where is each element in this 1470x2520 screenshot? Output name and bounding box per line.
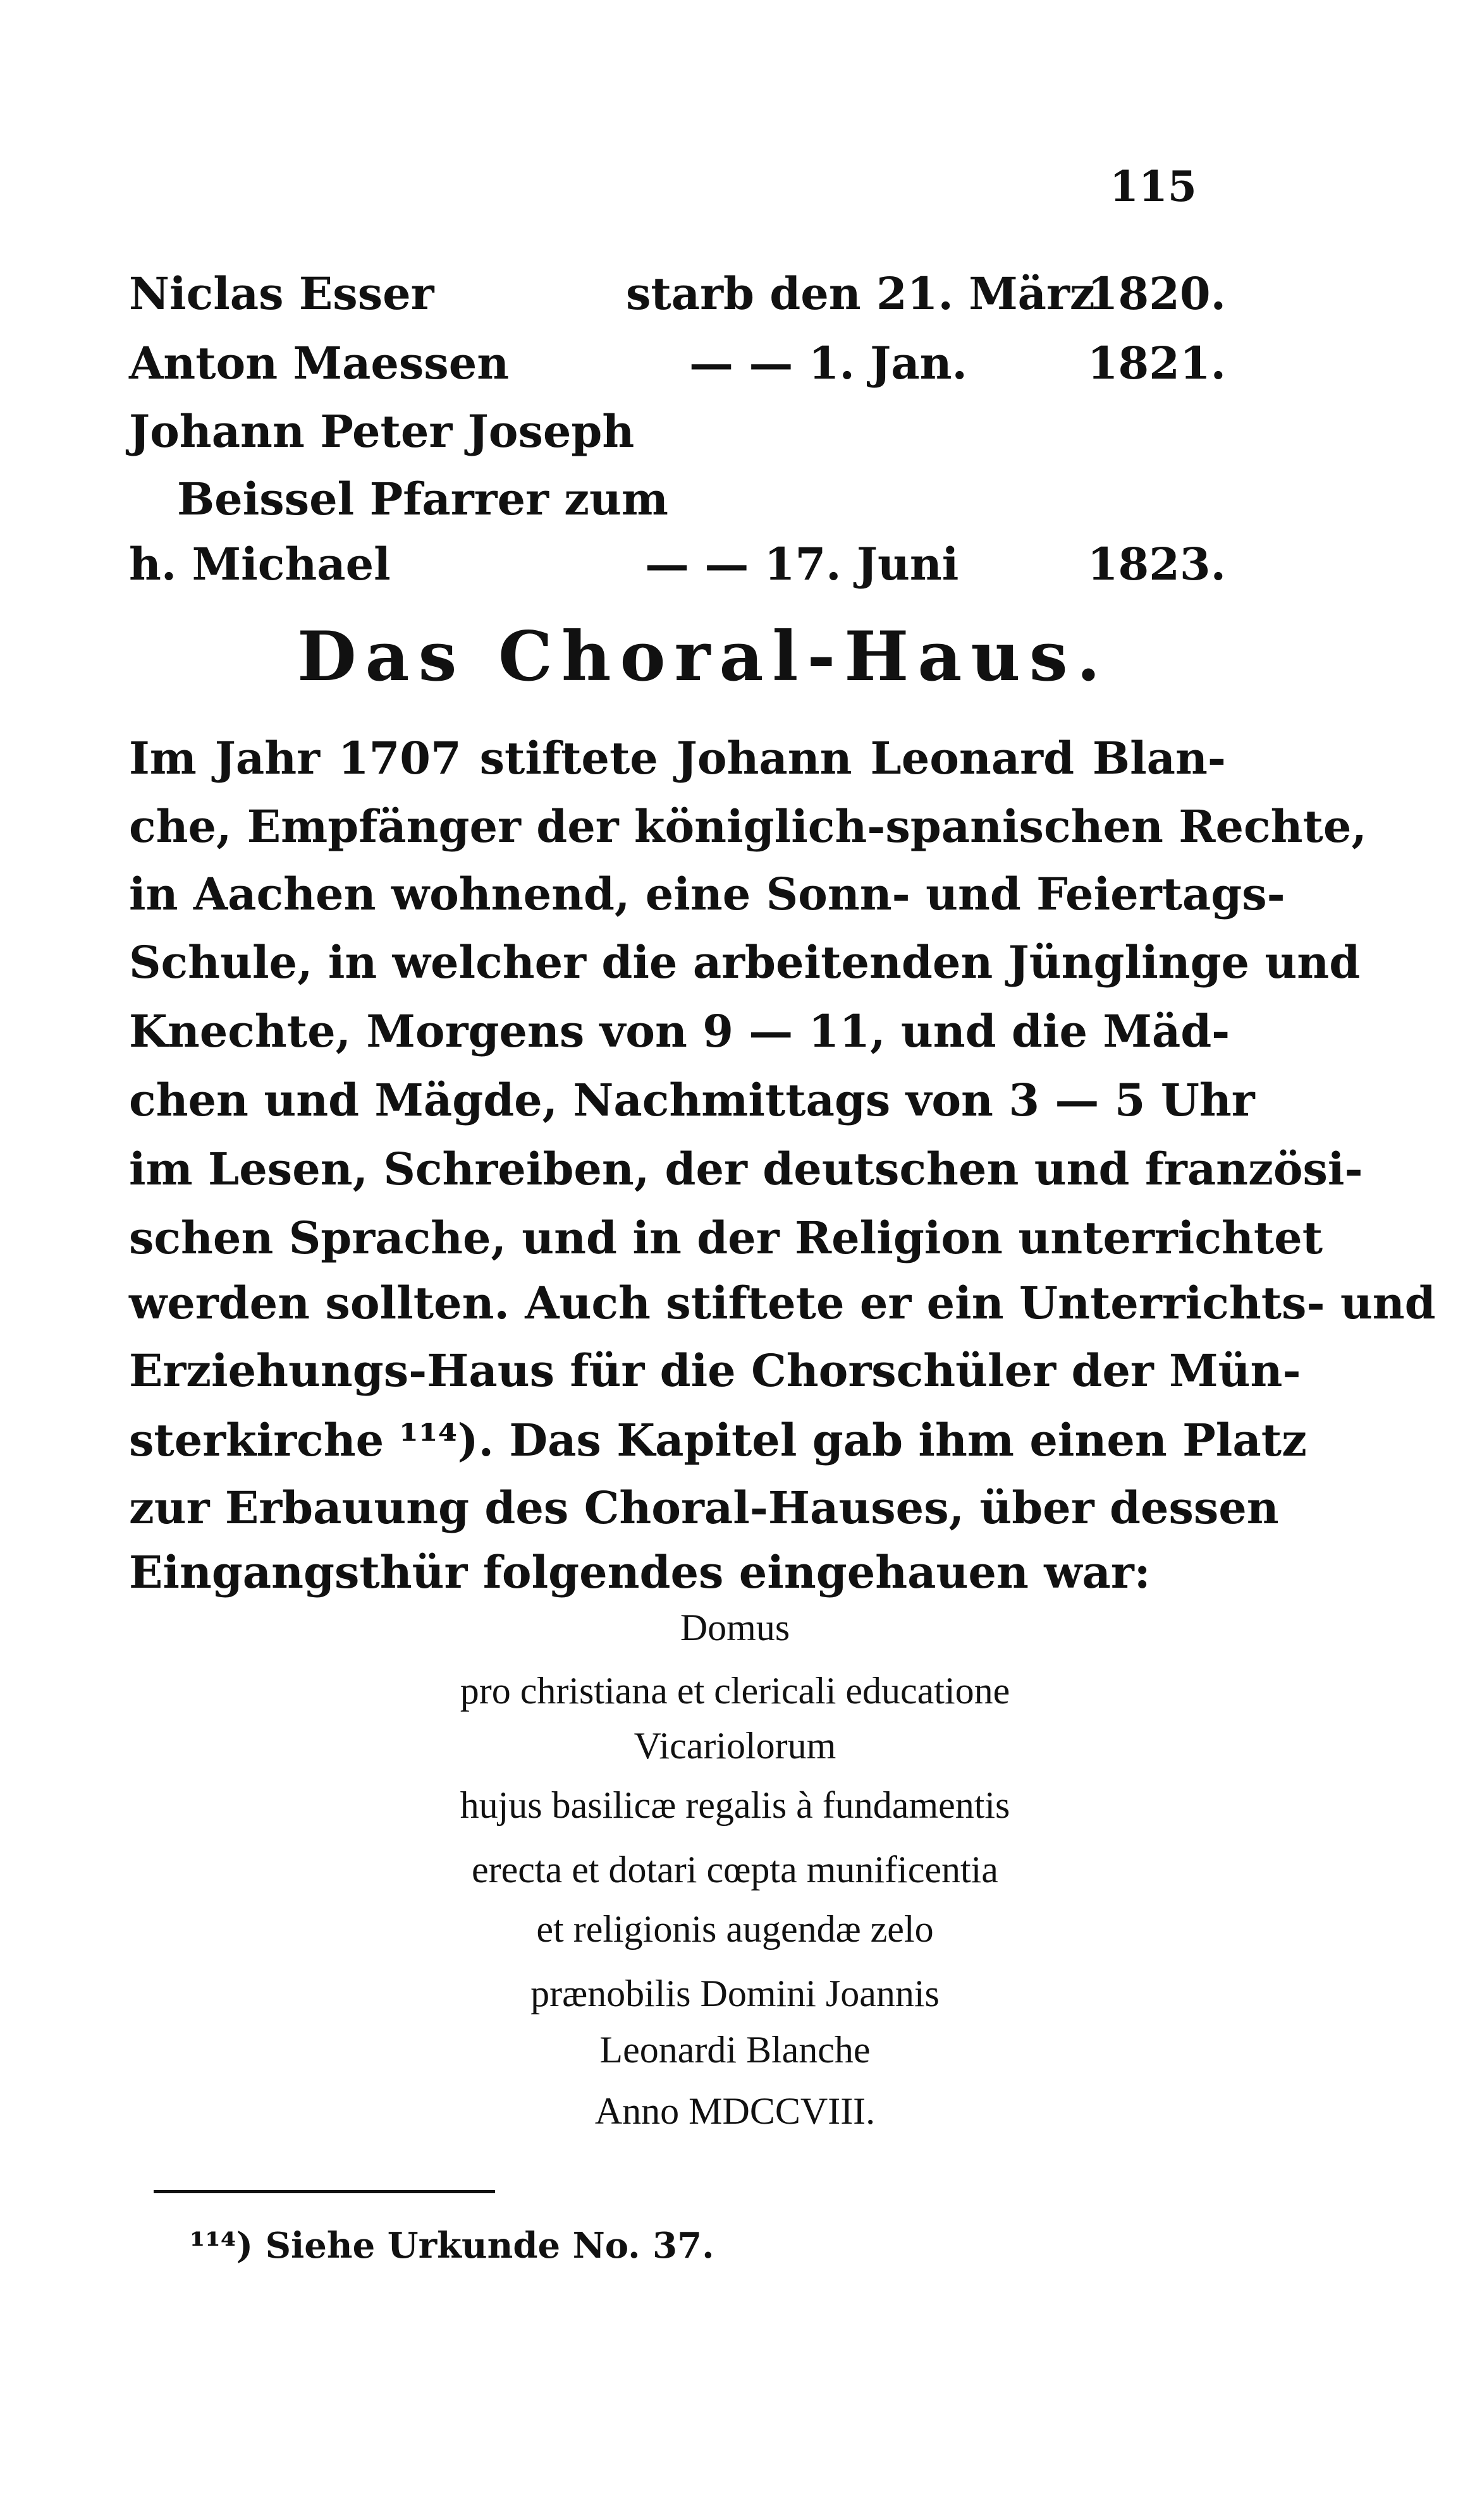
- paragraph-line: werden sollten. Auch stiftete er ein Unterrichts- und: [129, 1277, 1436, 1329]
- entry-name: Niclas Esser: [129, 267, 434, 320]
- paragraph-line: chen und Mägde, Nachmittags von 3 — 5 Uhr: [129, 1074, 1255, 1126]
- entry-date: — — 1. Jan.: [689, 337, 967, 389]
- paragraph-line: schen Sprache, und in der Religion unterrichtet: [129, 1212, 1323, 1264]
- footnote: ¹¹⁴) Siehe Urkunde No. 37.: [190, 2225, 714, 2267]
- paragraph-line: Erziehungs-Haus für die Chorschüler der Mün-: [129, 1344, 1301, 1397]
- entry-year: 1823.: [1087, 538, 1226, 590]
- entry-date: — — 17. Juni: [645, 538, 959, 590]
- inscription-line: erecta et dotari cœpta munificentia: [472, 1849, 998, 1890]
- inscription-line: pro christiana et clericali educatione: [460, 1670, 1010, 1712]
- paragraph-line: Im Jahr 1707 stiftete Johann Leonard Blan-: [129, 732, 1226, 784]
- entry-date: starb den 21. März: [626, 267, 1095, 320]
- section-heading: Das Choral-Haus.: [297, 617, 1110, 697]
- footnote-rule: [154, 2190, 495, 2193]
- paragraph-line: zur Erbauung des Choral-Hauses, über dessen: [129, 1482, 1279, 1534]
- paragraph-line: Schule, in welcher die arbeitenden Jünglinge und: [129, 936, 1361, 989]
- entry-name: Johann Peter Joseph: [129, 405, 635, 458]
- inscription-line: Vicariolorum: [634, 1725, 836, 1767]
- inscription-line: hujus basilicæ regalis à fundamentis: [460, 1784, 1010, 1826]
- entry-name: Beissel Pfarrer zum: [177, 473, 668, 525]
- inscription-line: Leonardi Blanche: [599, 2029, 871, 2071]
- inscription-line: Anno MDCCVIII.: [594, 2090, 876, 2132]
- entry-year: 1821.: [1087, 337, 1226, 389]
- paragraph-line: im Lesen, Schreiben, der deutschen und französi-: [129, 1143, 1363, 1195]
- inscription-line: prænobilis Domini Joannis: [530, 1973, 940, 2014]
- paragraph-line: che, Empfänger der königlich-spanischen Rechte,: [129, 800, 1367, 853]
- paragraph-line: in Aachen wohnend, eine Sonn- und Feiertags-: [129, 868, 1285, 920]
- inscription-line: Domus: [680, 1607, 790, 1648]
- paragraph-line: sterkirche ¹¹⁴). Das Kapitel gab ihm einen Platz: [129, 1414, 1307, 1466]
- paragraph-line: Knechte, Morgens von 9 — 11, und die Mäd-: [129, 1005, 1230, 1057]
- paragraph-line: Eingangsthür folgendes eingehauen war:: [129, 1546, 1151, 1598]
- inscription-line: et religionis augendæ zelo: [536, 1908, 934, 1950]
- entry-name: h. Michael: [129, 538, 391, 590]
- page-number: 115: [1110, 162, 1197, 211]
- entry-year: 1820.: [1087, 267, 1226, 320]
- entry-name: Anton Maessen: [129, 337, 510, 389]
